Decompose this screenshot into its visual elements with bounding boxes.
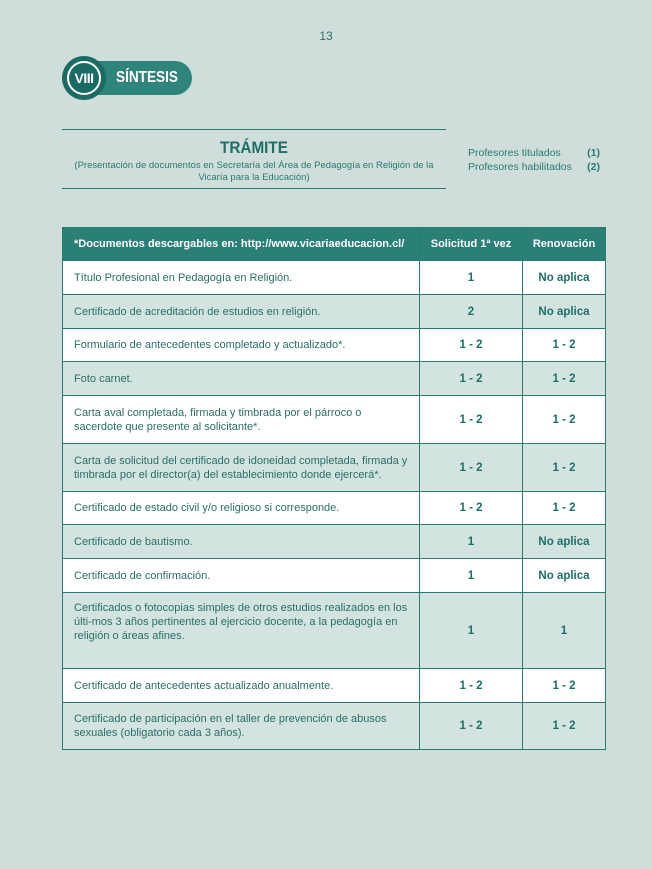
legend-code: (1) [587, 147, 600, 159]
section-title: SÍNTESIS [116, 69, 178, 86]
first-request-value: 1 - 2 [420, 492, 523, 525]
tramite-subtitle: (Presentación de documentos en Secretaría del Área de Pedagogía en Religión de la Vicaría para la Educación) [74, 160, 434, 183]
legend-row [468, 160, 600, 174]
first-request-value: 1 - 2 [420, 703, 523, 750]
renewal-value: 1 - 2 [523, 396, 606, 444]
table-row [63, 329, 606, 362]
table-row [63, 525, 606, 559]
first-request-value: 1 - 2 [420, 444, 523, 492]
table-row [63, 492, 606, 525]
table-row [63, 261, 606, 295]
section-number: VIII [67, 61, 101, 95]
renewal-value: 1 - 2 [523, 669, 606, 703]
legend-row [468, 146, 600, 160]
document-name: Carta de solicitud del certificado de idoneidad completada, firmada y timbrada por el director(a) del establecimiento donde ejercerá*. [63, 444, 420, 492]
first-request-value: 1 [420, 559, 523, 593]
first-request-value: 1 - 2 [420, 329, 523, 362]
legend-label: Profesores titulados [468, 147, 561, 159]
first-request-value: 1 - 2 [420, 396, 523, 444]
documents-table [62, 227, 606, 750]
renewal-value: 1 - 2 [523, 362, 606, 396]
first-request-value: 1 [420, 593, 523, 669]
first-request-value: 1 [420, 525, 523, 559]
table-row [63, 396, 606, 444]
document-name: Certificados o fotocopias simples de otros estudios realizados en los últi-mos 3 años pertinentes al ejercicio docente, a la pedagogía en religión o áreas afines. [63, 593, 420, 669]
document-name: Certificado de antecedentes actualizado anualmente. [63, 669, 420, 703]
document-name: Certificado de confirmación. [63, 559, 420, 593]
renewal-value: No aplica [523, 525, 606, 559]
document-name: Certificado de participación en el taller de prevención de abusos sexuales (obligatorio cada 3 años). [63, 703, 420, 750]
document-name: Carta aval completada, firmada y timbrada por el párroco o sacerdote que presente al solicitante*. [63, 396, 420, 444]
document-name: Formulario de antecedentes completado y actualizado*. [63, 329, 420, 362]
first-request-value: 1 [420, 261, 523, 295]
table-header-row [63, 228, 606, 261]
section-header [62, 61, 192, 95]
document-name: Foto carnet. [63, 362, 420, 396]
renewal-value: No aplica [523, 559, 606, 593]
table-row [63, 593, 606, 669]
table-row [63, 444, 606, 492]
document-name: Certificado de acreditación de estudios en religión. [63, 295, 420, 329]
renewal-value: No aplica [523, 261, 606, 295]
first-request-value: 1 - 2 [420, 362, 523, 396]
header-documents: *Documentos descargables en: http://www.vicariaeducacion.cl/ [63, 228, 420, 261]
document-name: Certificado de bautismo. [63, 525, 420, 559]
renewal-value: No aplica [523, 295, 606, 329]
tramite-heading [62, 129, 446, 189]
document-name: Certificado de estado civil y/o religioso si corresponde. [63, 492, 420, 525]
renewal-value: 1 - 2 [523, 444, 606, 492]
table-row [63, 559, 606, 593]
renewal-value: 1 - 2 [523, 492, 606, 525]
header-renewal: Renovación [523, 228, 606, 261]
first-request-value: 2 [420, 295, 523, 329]
renewal-value: 1 - 2 [523, 329, 606, 362]
legend-code: (2) [587, 161, 600, 173]
legend [468, 146, 600, 174]
page-number: 13 [319, 29, 333, 43]
table-row [63, 669, 606, 703]
table-row [63, 295, 606, 329]
renewal-value: 1 - 2 [523, 703, 606, 750]
table-row [63, 703, 606, 750]
legend-label: Profesores habilitados [468, 161, 572, 173]
first-request-value: 1 - 2 [420, 669, 523, 703]
header-first-request: Solicitud 1ª vez [420, 228, 523, 261]
tramite-title: TRÁMITE [219, 138, 288, 157]
renewal-value: 1 [523, 593, 606, 669]
section-number-badge [62, 56, 106, 100]
document-name: Título Profesional en Pedagogía en Religión. [63, 261, 420, 295]
table-row [63, 362, 606, 396]
